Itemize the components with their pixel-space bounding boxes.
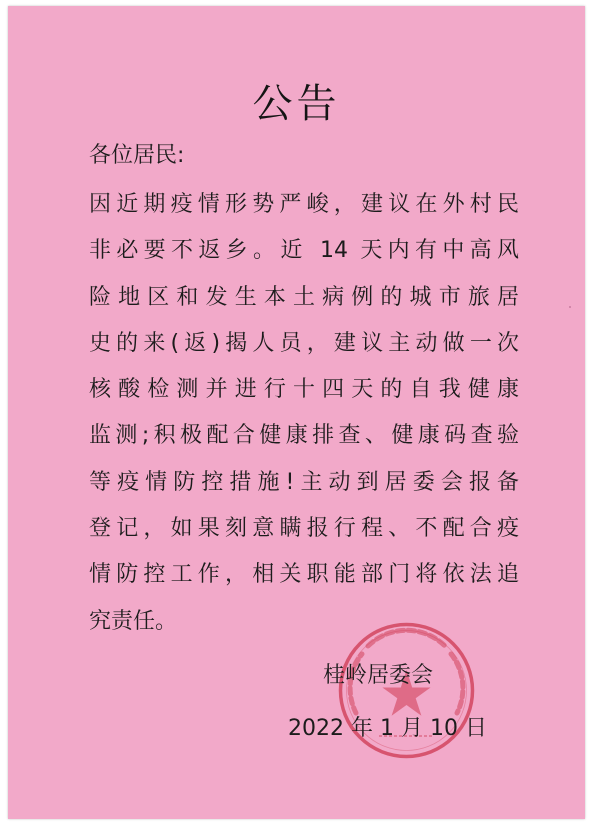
body-line: 因近期疫情形势严峻，建议在外村民 bbox=[89, 192, 519, 217]
notice-sheet bbox=[8, 6, 585, 819]
body-line: 史的来(返)揭人员，建议主动做一次 bbox=[89, 330, 519, 356]
body-line: 究责任。 bbox=[89, 608, 178, 634]
signature-org: 桂岭居委会 bbox=[323, 663, 434, 688]
notice-body bbox=[89, 182, 519, 645]
salutation: 各位居民: bbox=[89, 143, 185, 168]
notice-date: 2022 年 1 月 10 日 bbox=[288, 716, 487, 741]
body-line: 险地区和发生本土病例的城市旅居 bbox=[89, 284, 519, 310]
body-line: 情防控工作，相关职能部门将依法追 bbox=[89, 562, 519, 588]
body-line: 登记，如果刻意瞒报行程、不配合疫 bbox=[89, 516, 519, 542]
notice-title: 公告 bbox=[252, 81, 341, 127]
body-line: 核酸检测并进行十四天的自我健康 bbox=[89, 377, 519, 403]
body-line: 监测;积极配合健康排查、健康码查验 bbox=[89, 423, 519, 449]
body-line: 等疫情防控措施!主动到居委会报备 bbox=[89, 469, 519, 495]
body-line: 非必要不返乡。近 14 天内有中高风 bbox=[89, 238, 519, 264]
